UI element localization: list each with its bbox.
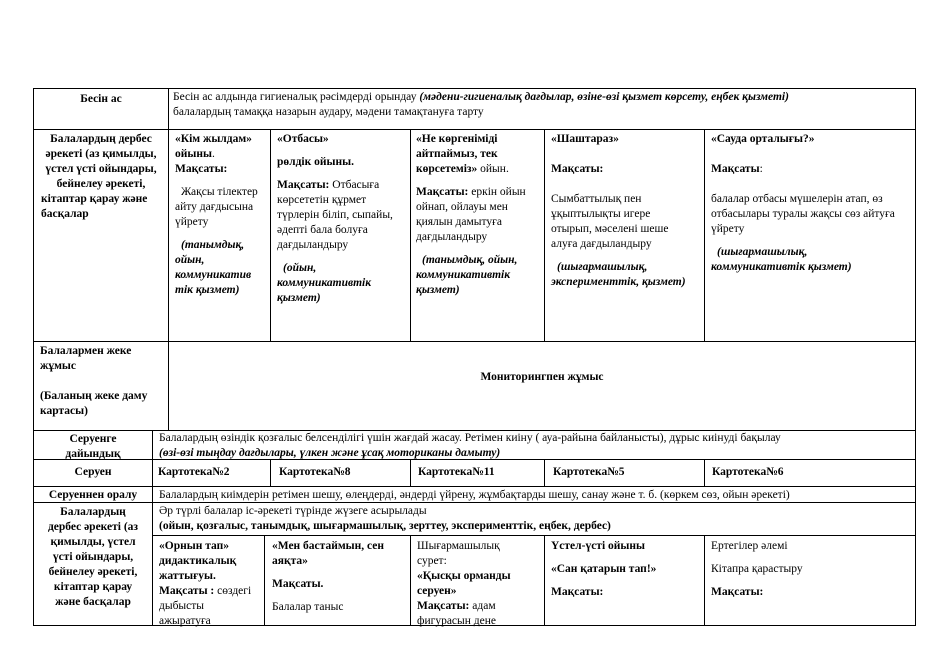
col-divider <box>264 535 265 626</box>
goal-label: Мақсаты. <box>272 578 324 590</box>
goal-label: Мақсаты <box>711 163 760 175</box>
body-line: Балалар таныс <box>272 601 344 613</box>
category-line: коммуникативтік <box>277 277 372 289</box>
afternoon-tea-content <box>169 90 915 120</box>
walk-return-content <box>155 488 915 503</box>
body-line: Сымбаттылық пен <box>551 193 642 205</box>
body-line: түрлерін біліп, сыпайы, <box>277 209 393 221</box>
body-line: әдепті бала болуға <box>277 224 368 236</box>
title-line: «Кім жылдам» <box>175 133 252 145</box>
row-label-afternoon-tea <box>34 92 168 107</box>
plain-text: . <box>211 148 215 160</box>
col-divider <box>152 430 153 626</box>
monitoring-text: Мониторингпен жұмыс <box>480 371 604 383</box>
card-file-1 <box>158 465 270 480</box>
label-line: үстел үсті ойындары, <box>45 163 157 175</box>
goal-label: Мақсаты: <box>277 179 330 191</box>
row-label-independent-activity <box>34 132 168 222</box>
label-line: қимылды, үстел <box>50 536 136 548</box>
category-line: (танымдық, <box>181 239 245 251</box>
label-line: Балалардың <box>60 506 126 518</box>
title-line: жаттығуы. <box>159 570 216 582</box>
body-line: фигурасын дене <box>417 615 497 627</box>
table-border <box>33 88 916 89</box>
col-divider <box>704 459 705 486</box>
col-divider <box>410 129 411 341</box>
col-divider <box>270 459 271 486</box>
label-line: әрекеті (аз қимылды, <box>45 148 157 160</box>
body-line: үйрету <box>175 216 209 228</box>
category-line: коммуникатив <box>175 269 252 281</box>
plain-text: Отбасыға <box>332 179 380 191</box>
title-line: «Мен бастаймын, сен <box>272 540 384 552</box>
body-line: Жақсы тілектер <box>181 186 258 198</box>
label-line: Серуенге <box>69 433 117 445</box>
card-file-4 <box>553 465 703 480</box>
content-line: Балалардың өзіндік қозғалыс белсенділігі үшін жағдай жасау. Ретімен киіну ( ауа-райына байланысты), дұрыс киінуді бақылау <box>159 432 781 444</box>
body-line: көрсететін құрмет <box>277 194 367 206</box>
walk-prep-content <box>155 431 915 461</box>
emphasis-text: (мәдени-гигиеналық дағдылар, өзіне-өзі қызмет көрсету, еңбек қызметі) <box>419 91 789 103</box>
title-line: «Отбасы» <box>277 133 329 145</box>
label-line: жұмыс <box>40 360 77 372</box>
label-line: дербес әрекеті (аз <box>47 521 139 533</box>
body-line: дағдыландыру <box>416 231 488 243</box>
title-line: «Сауда орталығы?» <box>711 133 815 145</box>
card-file-label: Картотека№6 <box>712 466 784 478</box>
title-line: ойыны <box>175 148 212 160</box>
label-line: Балалармен жеке <box>40 345 132 357</box>
goal-label: Мақсаты: <box>551 163 604 175</box>
card-file-label: Картотека№2 <box>158 466 230 478</box>
col-divider <box>410 535 411 626</box>
content-line: Балалардың киімдерін ретімен шешу, өлеңдерді, әндерді үйрену, жұмбақтарды шешу, санау және т. б. (көркем сөз, ойын әрекеті) <box>159 489 790 501</box>
title-line: серуен» <box>417 585 457 597</box>
table-border <box>915 88 916 626</box>
body-line: алуға дағдыландыру <box>551 238 652 250</box>
activity-col-4 <box>547 132 704 290</box>
content-line: Әр түрлі балалар іс-әрекеті түрінде жүзеге асырылады <box>159 505 427 517</box>
col-divider <box>410 459 411 486</box>
label-line: кітаптар қарау <box>53 581 133 593</box>
activity2-col-4 <box>547 539 704 600</box>
card-file-label: Картотека№8 <box>279 466 351 478</box>
category-line: (танымдық, ойын, <box>422 254 518 266</box>
body-line: Шығармашылық <box>417 540 500 552</box>
plain-text: : <box>759 163 763 175</box>
goal-label: Мақсаты: <box>417 600 470 612</box>
category-line: коммуникативтік қызмет) <box>711 261 852 273</box>
label-line: картасы) <box>40 405 88 417</box>
emphasis-line: (өзі-өзі тыңдау дағдылары, үлкен және ұсақ моториканы дамыту) <box>159 447 501 459</box>
col-divider <box>704 129 705 341</box>
title-line: көрсетеміз» <box>416 163 478 175</box>
title-line: аяқта» <box>272 555 308 567</box>
row-label-walk-return <box>34 488 152 503</box>
row-label-walk <box>34 465 152 480</box>
label-line: дайындық <box>65 448 121 460</box>
activity-col-3 <box>412 132 544 298</box>
row-divider <box>152 535 916 536</box>
activity2-col-5 <box>707 539 915 600</box>
category-line: тік қызмет) <box>175 284 240 296</box>
body-line: дыбысты <box>159 600 205 612</box>
title-line: «Шаштараз» <box>551 133 619 145</box>
body-line: үйрету <box>711 223 745 235</box>
label-line: Серуеннен оралу <box>48 489 138 501</box>
card-file-2 <box>279 465 409 480</box>
row-label-independent-activity-2 <box>34 505 152 610</box>
body-line: отырып, мәселені шеше <box>551 223 669 235</box>
category-line: коммуникативтік <box>416 269 511 281</box>
body-line: сурет: <box>417 555 447 567</box>
plain-text: ойын. <box>477 163 509 175</box>
goal-label: Мақсаты : <box>159 585 215 597</box>
card-file-label: Картотека№11 <box>418 466 495 478</box>
category-line: қызмет) <box>416 284 460 296</box>
category-line: (шығармашылық, <box>717 246 808 258</box>
category-line: қызмет) <box>277 292 321 304</box>
category-line: (шығармашылық, <box>557 261 648 273</box>
category-line: эксперименттік, қызмет) <box>551 276 686 288</box>
activity-col-2 <box>273 132 410 306</box>
row-divider <box>33 341 916 342</box>
activity2-col-2 <box>268 539 410 615</box>
goal-label: Мақсаты: <box>551 586 604 598</box>
title-line: «Қысқы орманды <box>417 570 511 582</box>
row-label-text: Бесін ас <box>80 93 122 105</box>
plain-text: еркін ойын <box>471 186 526 198</box>
label-line: бейнелеу әрекеті, <box>56 178 146 190</box>
label-line: Серуен <box>74 466 112 478</box>
body-line: балалар отбасы мүшелерін атап, өз <box>711 193 883 205</box>
body-line: айту дағдысына <box>175 201 254 213</box>
body-line: дағдыландыру <box>277 239 349 251</box>
content-line: балалардың тамаққа назарын аудару, мәдени тамақтануға тарту <box>173 106 484 118</box>
body-line: қиялын дамытуға <box>416 216 502 228</box>
activity-col-1 <box>171 132 270 298</box>
row-label-individual-work <box>40 344 168 419</box>
independent2-header <box>155 504 915 534</box>
goal-label: Мақсаты: <box>711 586 764 598</box>
title-line: Үстел-үсті ойыны <box>551 540 645 552</box>
plain-text: Бесін ас алдында гигиеналық рәсімдерді орындау <box>173 91 417 103</box>
title-line: рөлдік ойыны. <box>277 156 354 168</box>
body-line: Ертегілер әлемі <box>711 540 788 552</box>
col-divider <box>544 129 545 341</box>
body-line: ұқыптылықты игере <box>551 208 651 220</box>
label-line: (Баланың жеке даму <box>40 390 148 402</box>
label-line: кітаптар қарау және басқалар <box>41 193 148 220</box>
label-line: Балалардың дербес <box>50 133 152 145</box>
col-divider <box>270 129 271 341</box>
col-divider <box>544 535 545 626</box>
plain-text: сөздегі <box>217 585 252 597</box>
title-line: айтпаймыз, тек <box>416 148 498 160</box>
label-line: және басқалар <box>55 596 131 608</box>
monitoring-work <box>169 370 915 385</box>
category-line: (ойын, <box>283 262 317 274</box>
row-divider <box>33 129 916 130</box>
activity2-col-1 <box>155 539 264 629</box>
card-file-5 <box>712 465 915 480</box>
row-label-walk-prep <box>34 432 152 462</box>
title-line: «Сан қатарын тап!» <box>551 563 657 575</box>
row-divider <box>33 486 916 487</box>
col-divider <box>704 535 705 626</box>
col-divider <box>544 459 545 486</box>
plain-text: адам <box>472 600 496 612</box>
goal-label: Мақсаты: <box>416 186 469 198</box>
card-file-label: Картотека№5 <box>553 466 625 478</box>
body-line: ойнап, ойлауы мен <box>416 201 508 213</box>
content-line <box>173 90 915 105</box>
label-line: үсті ойындары, <box>52 551 134 563</box>
category-line: ойын, <box>175 254 205 266</box>
goal-label: Мақсаты: <box>175 163 228 175</box>
title-line: «Орнын тап» <box>159 540 229 552</box>
title-line: дидактикалық <box>159 555 237 567</box>
body-line: отбасылары туралы жақсы сөз айтуға <box>711 208 895 220</box>
activity-col-5 <box>707 132 915 275</box>
body-line: Кітапра қарастыру <box>711 563 803 575</box>
body-line: ажыратуға <box>159 615 211 627</box>
title-line: «Не көргеніміді <box>416 133 498 145</box>
label-line: бейнелеу әрекеті, <box>48 566 138 578</box>
emphasis-line: (ойын, қозғалыс, танымдық, шығармашылық, зерттеу, эксперименттік, еңбек, дербес) <box>159 520 611 532</box>
card-file-3 <box>418 465 544 480</box>
activity2-col-3 <box>413 539 544 629</box>
